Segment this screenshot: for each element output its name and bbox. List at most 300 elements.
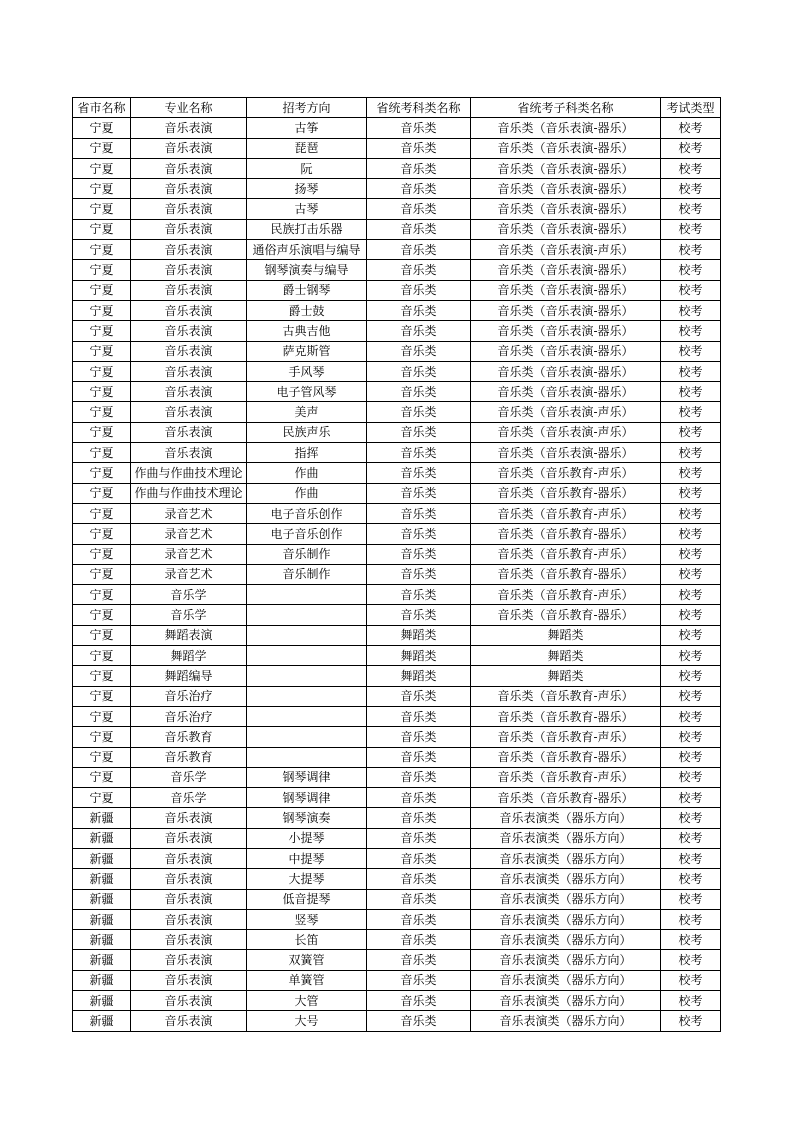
exam-type-cell: 校考 (661, 869, 721, 889)
table-header (73, 98, 721, 118)
province-cell: 宁夏 (73, 585, 131, 605)
exam-type-cell: 校考 (661, 341, 721, 361)
subcategory-cell: 音乐类（音乐表演-器乐） (471, 300, 661, 320)
subcategory-cell: 音乐类（音乐教育-声乐） (471, 585, 661, 605)
major-cell: 音乐表演 (131, 361, 247, 381)
province-cell: 宁夏 (73, 524, 131, 544)
major-cell: 音乐表演 (131, 402, 247, 422)
direction-cell (247, 706, 367, 726)
subcategory-cell: 音乐类（音乐表演-器乐） (471, 260, 661, 280)
table-row (73, 361, 721, 381)
exam-type-cell: 校考 (661, 280, 721, 300)
table-row (73, 666, 721, 686)
exam-type-cell: 校考 (661, 260, 721, 280)
major-cell: 音乐表演 (131, 300, 247, 320)
major-cell: 音乐表演 (131, 158, 247, 178)
subcategory-cell: 音乐表演类（器乐方向） (471, 991, 661, 1011)
subcategory-cell: 音乐类（音乐教育-器乐） (471, 706, 661, 726)
category-cell: 音乐类 (367, 443, 471, 463)
exam-type-cell: 校考 (661, 300, 721, 320)
direction-cell: 电子音乐创作 (247, 524, 367, 544)
subcategory-cell: 音乐类（音乐教育-器乐） (471, 483, 661, 503)
direction-cell: 阮 (247, 158, 367, 178)
subcategory-cell: 音乐类（音乐教育-器乐） (471, 747, 661, 767)
province-cell: 宁夏 (73, 158, 131, 178)
category-cell: 音乐类 (367, 199, 471, 219)
province-cell: 宁夏 (73, 443, 131, 463)
subcategory-cell: 音乐类（音乐表演-器乐） (471, 179, 661, 199)
direction-cell: 作曲 (247, 463, 367, 483)
province-cell: 宁夏 (73, 564, 131, 584)
table-row (73, 382, 721, 402)
major-cell: 舞蹈学 (131, 646, 247, 666)
table-row (73, 747, 721, 767)
exam-type-cell: 校考 (661, 625, 721, 645)
major-cell: 音乐表演 (131, 219, 247, 239)
major-cell: 音乐表演 (131, 970, 247, 990)
subcategory-cell: 音乐表演类（器乐方向） (471, 869, 661, 889)
major-cell: 音乐教育 (131, 747, 247, 767)
exam-type-cell: 校考 (661, 361, 721, 381)
direction-cell: 民族打击乐器 (247, 219, 367, 239)
subcategory-cell: 音乐类（音乐表演-器乐） (471, 321, 661, 341)
exam-type-cell: 校考 (661, 848, 721, 868)
exam-type-cell: 校考 (661, 544, 721, 564)
direction-cell: 长笛 (247, 930, 367, 950)
major-cell: 音乐表演 (131, 118, 247, 138)
category-cell: 音乐类 (367, 321, 471, 341)
province-cell: 宁夏 (73, 138, 131, 158)
category-cell: 音乐类 (367, 118, 471, 138)
category-cell: 音乐类 (367, 260, 471, 280)
major-cell: 作曲与作曲技术理论 (131, 463, 247, 483)
major-cell: 作曲与作曲技术理论 (131, 483, 247, 503)
category-cell: 音乐类 (367, 361, 471, 381)
category-cell: 音乐类 (367, 605, 471, 625)
category-cell: 音乐类 (367, 991, 471, 1011)
subcategory-cell: 音乐类（音乐表演-器乐） (471, 382, 661, 402)
subcategory-cell: 音乐表演类（器乐方向） (471, 930, 661, 950)
major-cell: 舞蹈表演 (131, 625, 247, 645)
table-row (73, 788, 721, 808)
exam-type-cell: 校考 (661, 240, 721, 260)
admissions-table (72, 97, 721, 1032)
major-cell: 音乐表演 (131, 341, 247, 361)
province-cell: 宁夏 (73, 321, 131, 341)
province-cell: 新疆 (73, 909, 131, 929)
major-cell: 音乐表演 (131, 991, 247, 1011)
exam-type-cell: 校考 (661, 118, 721, 138)
subcategory-cell: 音乐表演类（器乐方向） (471, 889, 661, 909)
major-cell: 音乐表演 (131, 848, 247, 868)
table-row (73, 1011, 721, 1031)
category-cell: 舞蹈类 (367, 666, 471, 686)
table-row (73, 199, 721, 219)
direction-cell: 古琴 (247, 199, 367, 219)
category-cell: 音乐类 (367, 930, 471, 950)
major-cell: 音乐表演 (131, 950, 247, 970)
province-cell: 宁夏 (73, 503, 131, 523)
category-cell: 音乐类 (367, 422, 471, 442)
province-cell: 新疆 (73, 869, 131, 889)
major-cell: 录音艺术 (131, 564, 247, 584)
major-cell: 录音艺术 (131, 503, 247, 523)
direction-cell: 作曲 (247, 483, 367, 503)
major-cell: 音乐表演 (131, 1011, 247, 1031)
category-cell: 音乐类 (367, 402, 471, 422)
category-cell: 音乐类 (367, 179, 471, 199)
subcategory-cell: 音乐表演类（器乐方向） (471, 828, 661, 848)
province-cell: 新疆 (73, 950, 131, 970)
province-cell: 宁夏 (73, 706, 131, 726)
category-cell: 音乐类 (367, 280, 471, 300)
header-row (73, 98, 721, 118)
province-cell: 宁夏 (73, 179, 131, 199)
table-row (73, 463, 721, 483)
category-cell: 音乐类 (367, 585, 471, 605)
province-cell: 新疆 (73, 930, 131, 950)
table-row (73, 869, 721, 889)
province-cell: 宁夏 (73, 544, 131, 564)
table-row (73, 443, 721, 463)
province-cell: 新疆 (73, 808, 131, 828)
province-cell: 宁夏 (73, 382, 131, 402)
direction-cell (247, 646, 367, 666)
direction-cell: 竖琴 (247, 909, 367, 929)
direction-cell: 大管 (247, 991, 367, 1011)
subcategory-cell: 音乐类（音乐表演-器乐） (471, 361, 661, 381)
exam-type-cell: 校考 (661, 382, 721, 402)
table-row (73, 179, 721, 199)
category-cell: 音乐类 (367, 767, 471, 787)
province-cell: 宁夏 (73, 483, 131, 503)
exam-type-cell: 校考 (661, 503, 721, 523)
subcategory-cell: 音乐类（音乐教育-声乐） (471, 727, 661, 747)
subcategory-cell: 音乐表演类（器乐方向） (471, 970, 661, 990)
direction-cell: 民族声乐 (247, 422, 367, 442)
exam-type-cell: 校考 (661, 930, 721, 950)
province-cell: 宁夏 (73, 646, 131, 666)
category-cell: 音乐类 (367, 727, 471, 747)
category-cell: 音乐类 (367, 544, 471, 564)
direction-cell: 古筝 (247, 118, 367, 138)
table-row (73, 260, 721, 280)
subcategory-cell: 舞蹈类 (471, 646, 661, 666)
exam-type-cell: 校考 (661, 524, 721, 544)
category-cell: 音乐类 (367, 524, 471, 544)
category-cell: 音乐类 (367, 503, 471, 523)
subcategory-cell: 音乐类（音乐表演-器乐） (471, 443, 661, 463)
subcategory-cell: 音乐类（音乐教育-声乐） (471, 503, 661, 523)
table-row (73, 727, 721, 747)
table-row (73, 240, 721, 260)
province-cell: 新疆 (73, 991, 131, 1011)
major-cell: 音乐表演 (131, 382, 247, 402)
category-cell: 音乐类 (367, 808, 471, 828)
subcategory-cell: 音乐类（音乐教育-声乐） (471, 767, 661, 787)
direction-cell: 电子音乐创作 (247, 503, 367, 523)
province-cell: 宁夏 (73, 666, 131, 686)
category-cell: 音乐类 (367, 889, 471, 909)
table-row (73, 828, 721, 848)
direction-cell: 指挥 (247, 443, 367, 463)
table-row (73, 280, 721, 300)
subcategory-cell: 音乐类（音乐表演-器乐） (471, 199, 661, 219)
direction-cell: 音乐制作 (247, 564, 367, 584)
major-cell: 音乐表演 (131, 909, 247, 929)
table-row (73, 524, 721, 544)
subcategory-cell: 音乐类（音乐表演-器乐） (471, 158, 661, 178)
table-row (73, 950, 721, 970)
exam-type-cell: 校考 (661, 991, 721, 1011)
direction-cell: 琵琶 (247, 138, 367, 158)
major-cell: 音乐表演 (131, 930, 247, 950)
direction-cell (247, 666, 367, 686)
province-cell: 宁夏 (73, 118, 131, 138)
province-cell: 宁夏 (73, 280, 131, 300)
subcategory-cell: 舞蹈类 (471, 666, 661, 686)
major-cell: 音乐治疗 (131, 706, 247, 726)
exam-type-cell: 校考 (661, 706, 721, 726)
header-subcategory: 省统考子科类名称 (471, 98, 661, 118)
table-row (73, 138, 721, 158)
category-cell: 音乐类 (367, 219, 471, 239)
direction-cell: 萨克斯管 (247, 341, 367, 361)
table-row (73, 909, 721, 929)
direction-cell: 钢琴调律 (247, 767, 367, 787)
major-cell: 音乐表演 (131, 869, 247, 889)
table-row (73, 503, 721, 523)
subcategory-cell: 音乐类（音乐教育-器乐） (471, 605, 661, 625)
exam-type-cell: 校考 (661, 747, 721, 767)
direction-cell: 大提琴 (247, 869, 367, 889)
exam-type-cell: 校考 (661, 666, 721, 686)
direction-cell: 手风琴 (247, 361, 367, 381)
category-cell: 音乐类 (367, 240, 471, 260)
province-cell: 宁夏 (73, 341, 131, 361)
major-cell: 音乐表演 (131, 199, 247, 219)
major-cell: 音乐治疗 (131, 686, 247, 706)
major-cell: 音乐表演 (131, 280, 247, 300)
direction-cell: 中提琴 (247, 848, 367, 868)
subcategory-cell: 音乐类（音乐教育-器乐） (471, 524, 661, 544)
table-row (73, 767, 721, 787)
header-category: 省统考科类名称 (367, 98, 471, 118)
direction-cell: 美声 (247, 402, 367, 422)
exam-type-cell: 校考 (661, 828, 721, 848)
category-cell: 音乐类 (367, 848, 471, 868)
table-row (73, 808, 721, 828)
subcategory-cell: 音乐类（音乐表演-器乐） (471, 219, 661, 239)
province-cell: 新疆 (73, 848, 131, 868)
subcategory-cell: 音乐类（音乐表演-器乐） (471, 341, 661, 361)
province-cell: 宁夏 (73, 402, 131, 422)
direction-cell: 通俗声乐演唱与编导 (247, 240, 367, 260)
direction-cell: 钢琴调律 (247, 788, 367, 808)
major-cell: 音乐学 (131, 585, 247, 605)
direction-cell (247, 585, 367, 605)
direction-cell (247, 747, 367, 767)
direction-cell (247, 605, 367, 625)
subcategory-cell: 音乐类（音乐表演-器乐） (471, 138, 661, 158)
major-cell: 音乐表演 (131, 321, 247, 341)
category-cell: 音乐类 (367, 1011, 471, 1031)
subcategory-cell: 音乐表演类（器乐方向） (471, 808, 661, 828)
exam-type-cell: 校考 (661, 158, 721, 178)
major-cell: 音乐表演 (131, 828, 247, 848)
category-cell: 舞蹈类 (367, 646, 471, 666)
subcategory-cell: 音乐表演类（器乐方向） (471, 1011, 661, 1031)
exam-type-cell: 校考 (661, 788, 721, 808)
table-row (73, 544, 721, 564)
direction-cell: 钢琴演奏 (247, 808, 367, 828)
province-cell: 宁夏 (73, 240, 131, 260)
exam-type-cell: 校考 (661, 950, 721, 970)
category-cell: 音乐类 (367, 869, 471, 889)
province-cell: 宁夏 (73, 767, 131, 787)
exam-type-cell: 校考 (661, 463, 721, 483)
table-row (73, 970, 721, 990)
subcategory-cell: 音乐表演类（器乐方向） (471, 909, 661, 929)
major-cell: 录音艺术 (131, 544, 247, 564)
province-cell: 宁夏 (73, 788, 131, 808)
subcategory-cell: 音乐类（音乐教育-器乐） (471, 788, 661, 808)
direction-cell: 低音提琴 (247, 889, 367, 909)
subcategory-cell: 音乐类（音乐表演-声乐） (471, 240, 661, 260)
table-row (73, 321, 721, 341)
table-row (73, 706, 721, 726)
province-cell: 宁夏 (73, 199, 131, 219)
table-row (73, 158, 721, 178)
header-major: 专业名称 (131, 98, 247, 118)
subcategory-cell: 音乐类（音乐表演-器乐） (471, 280, 661, 300)
major-cell: 舞蹈编导 (131, 666, 247, 686)
direction-cell: 小提琴 (247, 828, 367, 848)
exam-type-cell: 校考 (661, 1011, 721, 1031)
header-direction: 招考方向 (247, 98, 367, 118)
subcategory-cell: 音乐类（音乐教育-声乐） (471, 463, 661, 483)
exam-type-cell: 校考 (661, 727, 721, 747)
major-cell: 音乐学 (131, 767, 247, 787)
table-row (73, 585, 721, 605)
category-cell: 音乐类 (367, 382, 471, 402)
direction-cell: 古典吉他 (247, 321, 367, 341)
exam-type-cell: 校考 (661, 138, 721, 158)
table-row (73, 930, 721, 950)
category-cell: 音乐类 (367, 828, 471, 848)
exam-type-cell: 校考 (661, 483, 721, 503)
table-row (73, 625, 721, 645)
table-row (73, 300, 721, 320)
exam-type-cell: 校考 (661, 199, 721, 219)
direction-cell: 双簧管 (247, 950, 367, 970)
category-cell: 音乐类 (367, 909, 471, 929)
direction-cell (247, 686, 367, 706)
province-cell: 宁夏 (73, 260, 131, 280)
exam-type-cell: 校考 (661, 605, 721, 625)
province-cell: 宁夏 (73, 727, 131, 747)
province-cell: 宁夏 (73, 361, 131, 381)
category-cell: 音乐类 (367, 950, 471, 970)
exam-type-cell: 校考 (661, 970, 721, 990)
province-cell: 新疆 (73, 889, 131, 909)
table-row (73, 564, 721, 584)
province-cell: 宁夏 (73, 605, 131, 625)
major-cell: 音乐表演 (131, 443, 247, 463)
table-row (73, 118, 721, 138)
direction-cell: 电子管风琴 (247, 382, 367, 402)
exam-type-cell: 校考 (661, 179, 721, 199)
category-cell: 音乐类 (367, 138, 471, 158)
direction-cell (247, 625, 367, 645)
province-cell: 宁夏 (73, 686, 131, 706)
subcategory-cell: 音乐类（音乐教育-声乐） (471, 544, 661, 564)
category-cell: 音乐类 (367, 300, 471, 320)
subcategory-cell: 音乐表演类（器乐方向） (471, 848, 661, 868)
direction-cell: 单簧管 (247, 970, 367, 990)
category-cell: 音乐类 (367, 747, 471, 767)
major-cell: 音乐表演 (131, 179, 247, 199)
direction-cell: 钢琴演奏与编导 (247, 260, 367, 280)
province-cell: 宁夏 (73, 219, 131, 239)
exam-type-cell: 校考 (661, 422, 721, 442)
major-cell: 音乐表演 (131, 138, 247, 158)
subcategory-cell: 音乐类（音乐表演-声乐） (471, 422, 661, 442)
table-row (73, 848, 721, 868)
table-row (73, 991, 721, 1011)
subcategory-cell: 音乐类（音乐教育-器乐） (471, 564, 661, 584)
category-cell: 音乐类 (367, 158, 471, 178)
direction-cell (247, 727, 367, 747)
subcategory-cell: 音乐类（音乐表演-器乐） (471, 118, 661, 138)
exam-type-cell: 校考 (661, 889, 721, 909)
category-cell: 音乐类 (367, 686, 471, 706)
direction-cell: 大号 (247, 1011, 367, 1031)
category-cell: 音乐类 (367, 970, 471, 990)
province-cell: 宁夏 (73, 300, 131, 320)
exam-type-cell: 校考 (661, 219, 721, 239)
province-cell: 新疆 (73, 970, 131, 990)
province-cell: 宁夏 (73, 625, 131, 645)
major-cell: 音乐教育 (131, 727, 247, 747)
major-cell: 音乐表演 (131, 240, 247, 260)
subcategory-cell: 音乐类（音乐表演-声乐） (471, 402, 661, 422)
exam-type-cell: 校考 (661, 564, 721, 584)
category-cell: 音乐类 (367, 788, 471, 808)
table-row (73, 889, 721, 909)
category-cell: 音乐类 (367, 341, 471, 361)
major-cell: 音乐学 (131, 788, 247, 808)
subcategory-cell: 舞蹈类 (471, 625, 661, 645)
exam-type-cell: 校考 (661, 321, 721, 341)
header-exam-type: 考试类型 (661, 98, 721, 118)
major-cell: 音乐表演 (131, 422, 247, 442)
direction-cell: 爵士鼓 (247, 300, 367, 320)
category-cell: 音乐类 (367, 463, 471, 483)
subcategory-cell: 音乐类（音乐教育-声乐） (471, 686, 661, 706)
table-row (73, 219, 721, 239)
table-row (73, 646, 721, 666)
category-cell: 舞蹈类 (367, 625, 471, 645)
subcategory-cell: 音乐表演类（器乐方向） (471, 950, 661, 970)
table-body (73, 118, 721, 1031)
province-cell: 宁夏 (73, 422, 131, 442)
exam-type-cell: 校考 (661, 585, 721, 605)
table-row (73, 422, 721, 442)
major-cell: 录音艺术 (131, 524, 247, 544)
category-cell: 音乐类 (367, 483, 471, 503)
category-cell: 音乐类 (367, 706, 471, 726)
